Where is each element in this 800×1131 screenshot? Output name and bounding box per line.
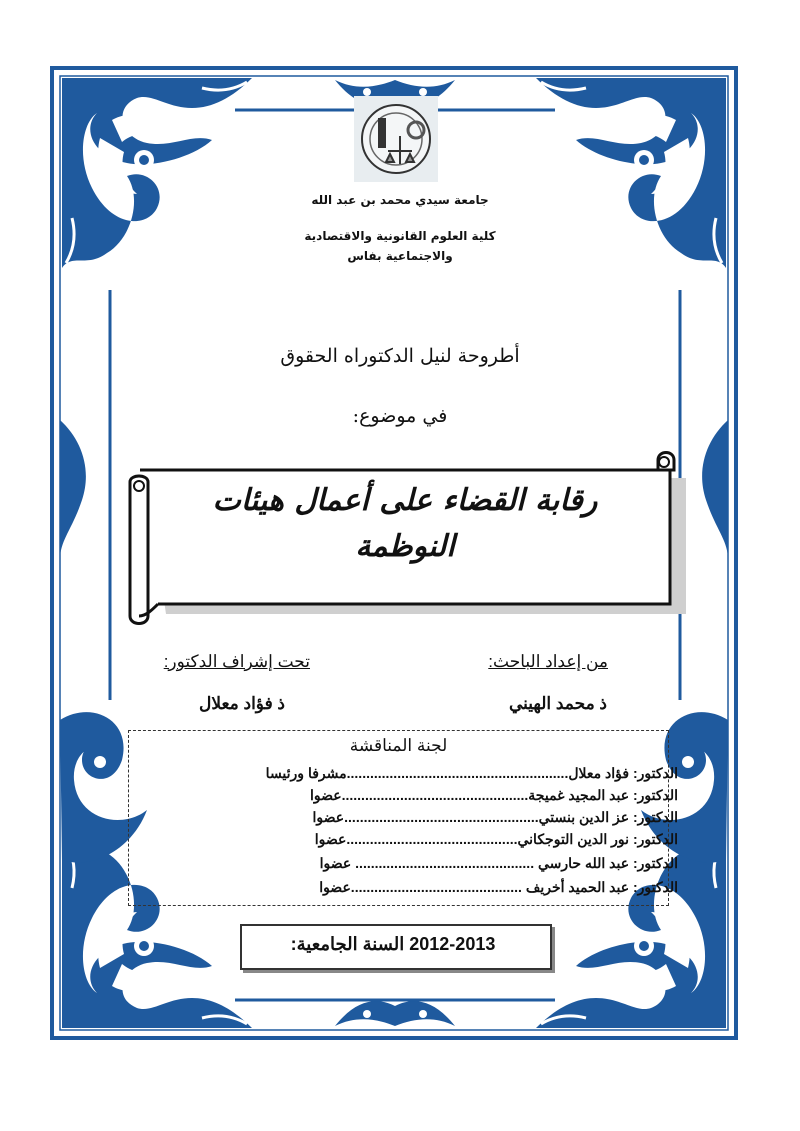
university-logo: [354, 96, 438, 182]
committee-member: الدكتور: نور الدين التوجكاني............................................عضوا: [314, 831, 678, 847]
committee-member: الدكتور: فؤاد معلال.........................................................مشرفا ورئيسا: [265, 765, 678, 781]
committee-member: الدكتور: عبد المجيد غميجة................................................عضوا: [309, 787, 678, 803]
thesis-title-line1: رقابة القضاء على أعمال هيئات: [212, 483, 598, 518]
committee-member: الدكتور: عبد الحميد أخريف ............................................عضوا: [319, 879, 678, 895]
researcher-label: من إعداد الباحث:: [488, 652, 608, 671]
thesis-degree: أطروحة لنيل الدكتوراه الحقوق: [280, 345, 520, 367]
committee-member: الدكتور: عز الدين بنستي..................................................عضوا: [312, 809, 678, 825]
researcher-name: ذ محمد الهيني: [508, 694, 607, 713]
academic-year: [240, 934, 552, 955]
subject-label: في موضوع:: [352, 405, 448, 427]
committee-member: الدكتور: عبد الله حارسي .............................................. عضوا: [319, 855, 678, 871]
academic-year-value: 2012-2013: [409, 934, 496, 954]
supervisor-name: ذ فؤاد معلال: [198, 694, 285, 713]
thesis-title: [170, 478, 640, 570]
faculty-line2: والاجتماعية بفاس: [347, 249, 453, 263]
university-name: جامعة سيدي محمد بن عبد الله: [311, 193, 489, 207]
academic-year-label: السنة الجامعية:: [290, 934, 405, 954]
committee-title: لجنة المناقشة: [349, 736, 448, 755]
thesis-title-line2: النوظمة: [355, 529, 455, 564]
supervisor-label: تحت إشراف الدكتور:: [163, 652, 310, 671]
faculty-line1: كلية العلوم القانونية والاقتصادية: [304, 229, 496, 243]
